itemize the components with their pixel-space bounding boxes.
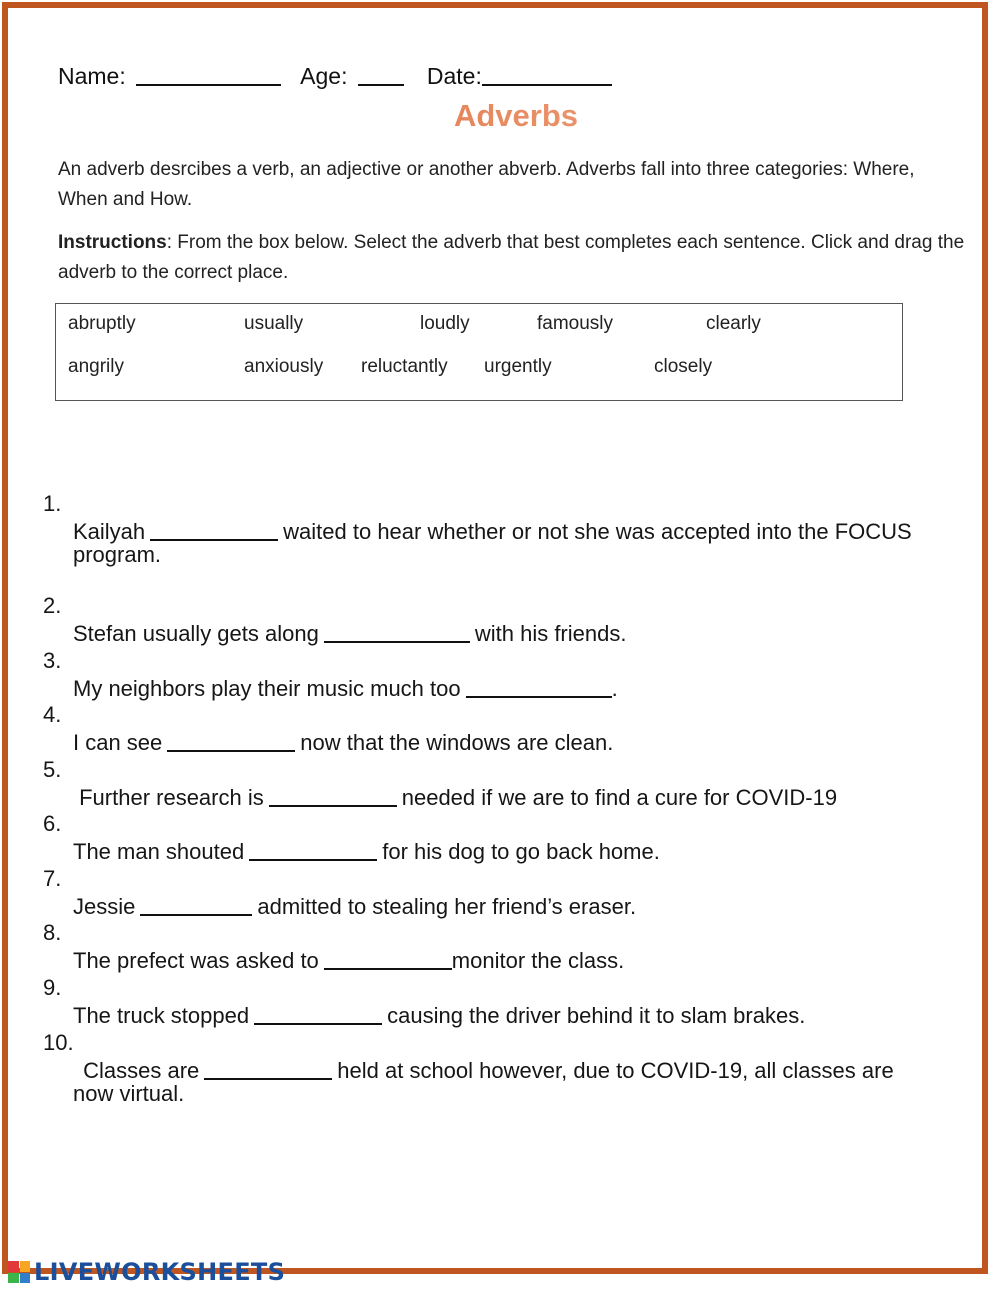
question-text-after: causing the driver behind it to slam brakes.	[387, 1003, 806, 1028]
question-number: 3.	[43, 648, 62, 673]
intro-paragraph: An adverb desrcibes a verb, an adjective or another abverb. Adverbs fall into three categories: Where, When and How.	[58, 159, 915, 210]
word-bank-item[interactable]: angrily	[68, 356, 124, 377]
question-text-before: The prefect was asked to	[73, 948, 319, 973]
answer-drop-zone[interactable]	[204, 1058, 332, 1080]
question-text-after: for his dog to go back home.	[382, 839, 660, 864]
question-text-after: now that the windows are clean.	[300, 730, 614, 755]
word-bank-item[interactable]: famously	[537, 313, 614, 334]
answer-drop-zone[interactable]	[254, 1003, 382, 1025]
question-number: 7.	[43, 866, 62, 891]
question-text-before: My neighbors play their music much too	[73, 676, 461, 701]
question-number: 1.	[43, 491, 62, 516]
question-text-after: .	[611, 676, 618, 701]
student-info-line	[58, 62, 617, 90]
question-text-after: waited to hear whether or not she was accepted into the FOCUS	[283, 519, 912, 544]
name-label: Name:	[58, 63, 126, 89]
question-text-before: I can see	[73, 730, 163, 755]
answer-drop-zone[interactable]	[269, 785, 397, 807]
logo-mark-icon	[8, 1261, 30, 1283]
question-number: 2.	[43, 593, 62, 618]
word-bank-item[interactable]: abruptly	[68, 313, 136, 334]
name-blank[interactable]	[136, 64, 281, 86]
question-number: 8.	[43, 920, 62, 945]
question-number: 10.	[43, 1030, 74, 1055]
logo-text: LIVEWORKSHEETS	[34, 1258, 286, 1286]
answer-drop-zone[interactable]	[150, 519, 278, 541]
question-text-after: needed if we are to find a cure for COVID-19	[401, 785, 838, 810]
age-label: Age:	[300, 63, 348, 89]
question-text-before: The truck stopped	[73, 1003, 250, 1028]
answer-drop-zone[interactable]	[466, 676, 612, 698]
answer-drop-zone[interactable]	[324, 621, 470, 643]
answer-drop-zone[interactable]	[324, 948, 452, 970]
question-text-before: Stefan usually gets along	[73, 621, 319, 646]
word-bank-box	[55, 303, 903, 401]
age-blank[interactable]	[358, 64, 404, 86]
question-text-before: Kailyah	[73, 519, 146, 544]
answer-drop-zone[interactable]	[140, 894, 252, 916]
answer-drop-zone[interactable]	[249, 839, 377, 861]
question-text-line2: now virtual.	[73, 1081, 185, 1106]
question-number: 4.	[43, 702, 62, 727]
question-text-after: monitor the class.	[451, 948, 625, 973]
question-text-before: Classes are	[77, 1058, 200, 1083]
date-blank[interactable]	[482, 64, 612, 86]
question-number: 5.	[43, 757, 62, 782]
question-text-line2: program.	[73, 542, 162, 567]
instructions-paragraph	[58, 228, 983, 288]
word-bank-item[interactable]: usually	[244, 313, 304, 334]
worksheet-title: Adverbs	[0, 98, 1000, 134]
question-text-after: with his friends.	[474, 621, 627, 646]
liveworksheets-logo[interactable]	[8, 1258, 285, 1286]
question-text-before: Jessie	[73, 894, 136, 919]
instructions-label: Instructions	[58, 232, 167, 253]
date-label: Date:	[426, 63, 482, 89]
word-bank-item[interactable]: anxiously	[244, 356, 324, 377]
question-text-after: held at school however, due to COVID-19, all classes are	[337, 1058, 894, 1083]
question-text-after: admitted to stealing her friend’s eraser.	[257, 894, 637, 919]
word-bank-item[interactable]: urgently	[484, 356, 552, 377]
question-number: 6.	[43, 811, 62, 836]
word-bank-item[interactable]: clearly	[706, 313, 761, 334]
question-number: 9.	[43, 975, 62, 1000]
word-bank-item[interactable]: loudly	[420, 313, 470, 334]
answer-drop-zone[interactable]	[167, 730, 295, 752]
question-text-before: Further research is	[73, 785, 264, 810]
word-bank-item[interactable]: closely	[654, 356, 713, 377]
question-text-before: The man shouted	[73, 839, 245, 864]
word-bank-item[interactable]: reluctantly	[361, 356, 448, 377]
instructions-text: : From the box below. Select the adverb that best completes each sentence. Click and drag the adverb to the correct place.	[58, 232, 965, 283]
